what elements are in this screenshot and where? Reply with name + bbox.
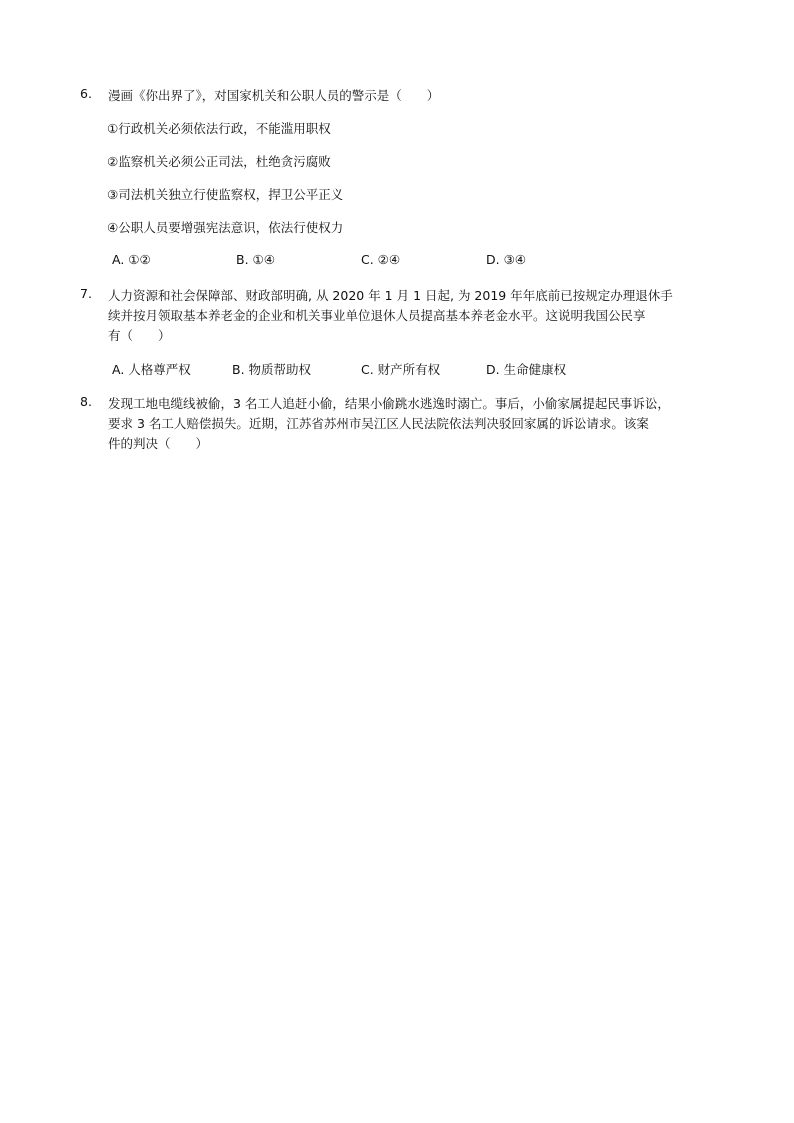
stem-line: 续并按月领取基本养老金的企业和机关事业单位退休人员提高基本养老金水平。这说明我国公民享 (108, 308, 646, 323)
question-number: 7. (80, 286, 92, 301)
stem-line: 人力资源和社会保障部、财政部明确, 从 2020 年 1 月 1 日起, 为 2019 年年底前已按规定办理退休手 (108, 288, 673, 303)
statement-2: ②监察机关必须公正司法，杜绝贪污腐败 (107, 154, 331, 169)
stem-line: 有（ ） (108, 328, 171, 343)
stem-line: 要求 3 名工人赔偿损失。近期，江苏省苏州市吴江区人民法院依法判决驳回家属的诉讼请求。该案 (108, 416, 649, 431)
question-7-options (112, 360, 712, 380)
option-c[interactable]: C. ②④ (361, 252, 401, 267)
question-stem (108, 394, 720, 454)
question-stem (108, 86, 720, 106)
option-b[interactable]: B. 物质帮助权 (232, 362, 312, 377)
stem-line: 漫画《你出界了》，对国家机关和公职人员的警示是（ ） (108, 88, 440, 103)
statement-1: ①行政机关必须依法行政，不能滥用职权 (107, 121, 331, 136)
statement-3: ③司法机关独立行使监察权，捍卫公平正义 (107, 187, 344, 202)
question-stem (108, 286, 720, 346)
option-a[interactable]: A. 人格尊严权 (112, 362, 191, 377)
option-a[interactable]: A. ①② (112, 252, 151, 267)
option-d[interactable]: D. 生命健康权 (486, 362, 567, 377)
question-number: 8. (80, 394, 92, 409)
option-c[interactable]: C. 财产所有权 (361, 362, 441, 377)
question-6-options (112, 252, 712, 272)
question-number: 6. (80, 86, 92, 101)
statement-4: ④公职人员要增强宪法意识，依法行使权力 (107, 220, 344, 235)
option-d[interactable]: D. ③④ (486, 252, 526, 267)
option-b[interactable]: B. ①④ (236, 252, 275, 267)
stem-line: 发现工地电缆线被偷，3 名工人追赶小偷，结果小偷跳水逃逸时溺亡。事后，小偷家属提起民事诉讼， (108, 396, 670, 411)
stem-line: 件的判决（ ） (108, 436, 209, 451)
